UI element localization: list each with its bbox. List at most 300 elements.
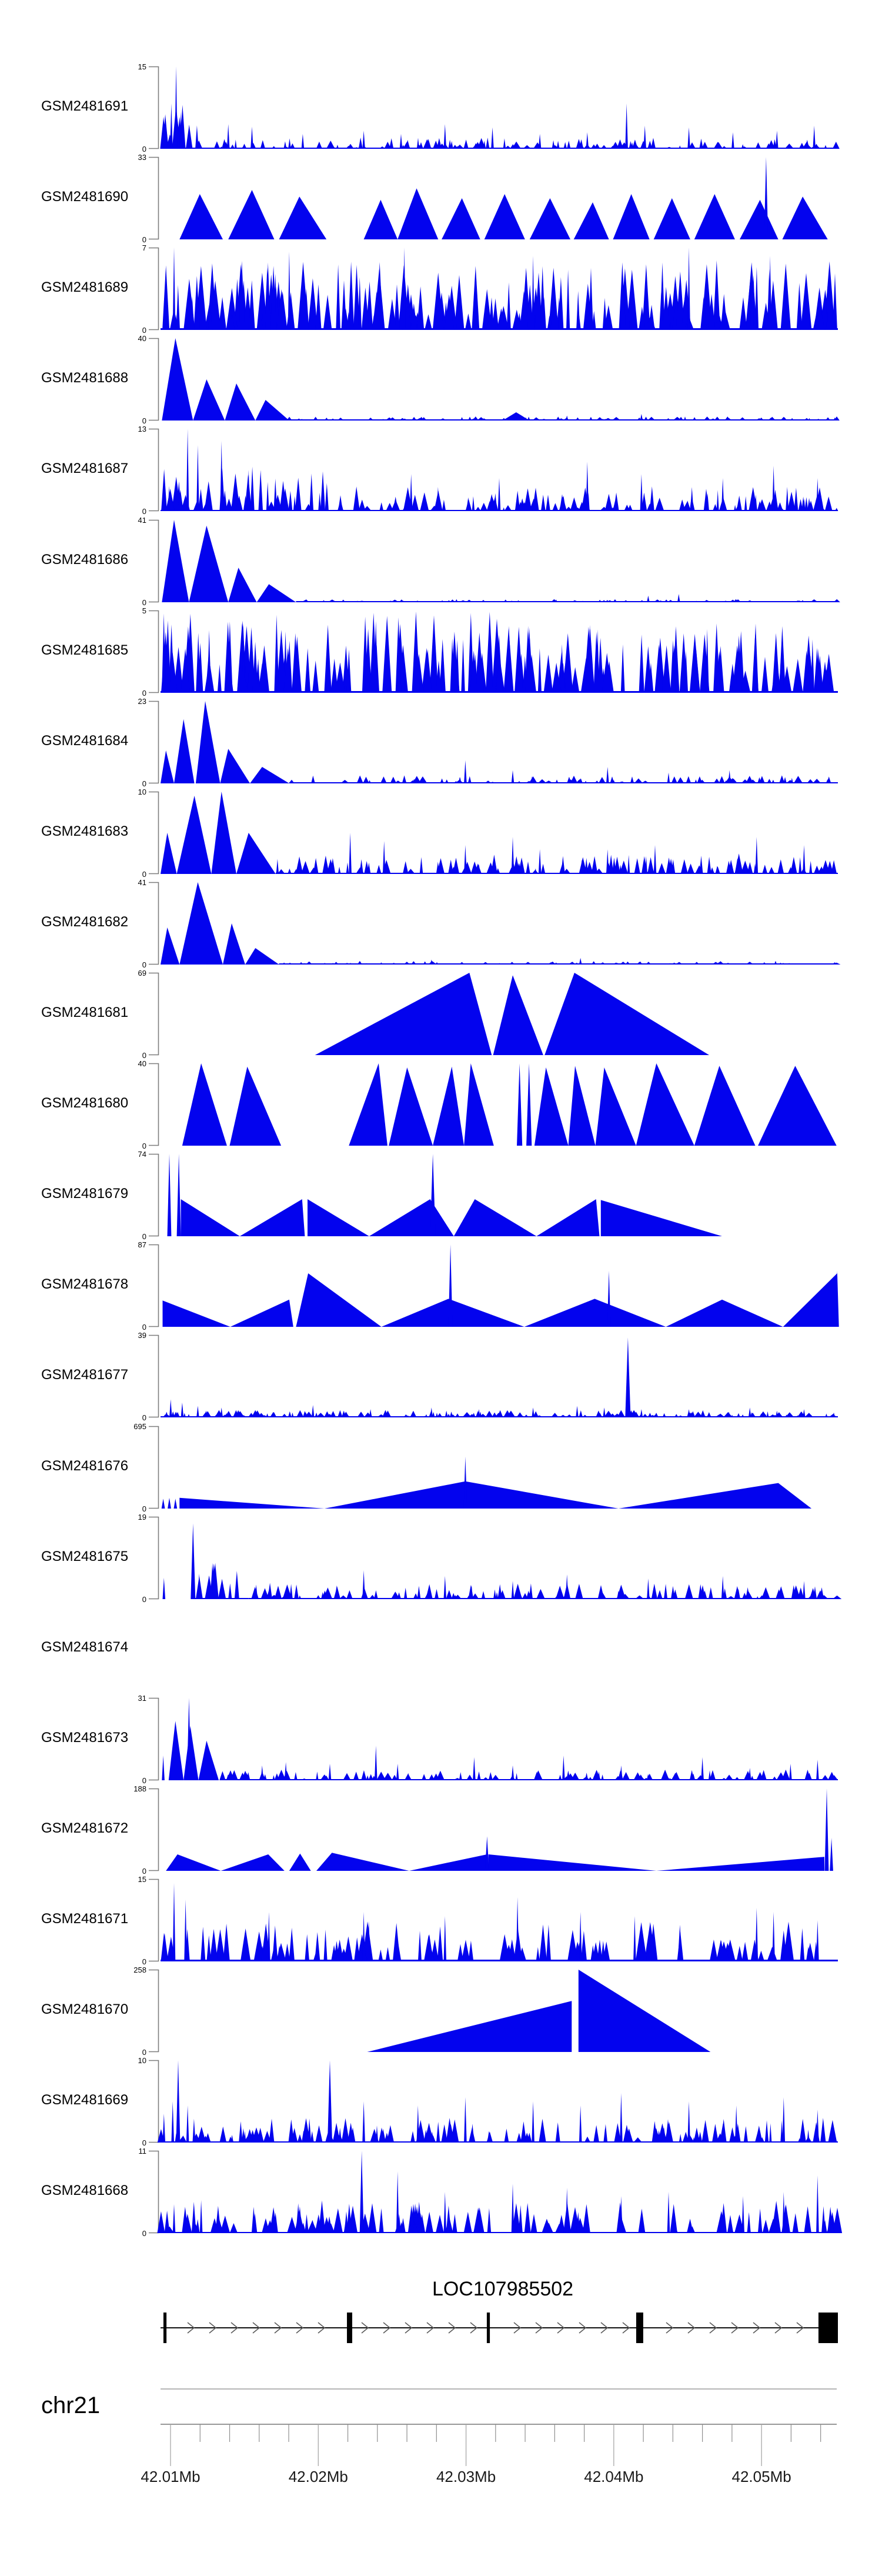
coverage-area bbox=[316, 1771, 318, 1780]
coverage-area bbox=[289, 1853, 311, 1870]
coverage-area bbox=[367, 2001, 572, 2052]
coverage-area bbox=[179, 882, 223, 965]
track-ymax-value: 188 bbox=[133, 1784, 146, 1793]
coverage-area bbox=[663, 1413, 666, 1417]
coverage-area bbox=[620, 962, 627, 965]
coverage-area bbox=[566, 1414, 573, 1417]
coverage-area bbox=[171, 2101, 174, 2143]
coverage-area bbox=[453, 857, 459, 874]
track-zero-value: 0 bbox=[142, 145, 146, 152]
coverage-area bbox=[325, 1481, 619, 1508]
track-plot bbox=[0, 335, 882, 424]
coverage-area bbox=[762, 865, 767, 874]
track-label: GSM2481684 bbox=[41, 732, 129, 749]
track-label: GSM2481685 bbox=[41, 642, 129, 658]
coverage-area bbox=[536, 1589, 545, 1599]
gene-name-label: LOC107985502 bbox=[432, 2278, 574, 2300]
coverage-area bbox=[390, 599, 399, 602]
coverage-area bbox=[794, 776, 803, 783]
coverage-area bbox=[579, 2105, 582, 2143]
coverage-area bbox=[740, 200, 779, 239]
coverage-area bbox=[472, 266, 479, 330]
coverage-area bbox=[177, 796, 212, 874]
track-zero-value: 0 bbox=[142, 1051, 146, 1059]
coverage-area bbox=[183, 1413, 186, 1418]
coverage-area bbox=[163, 1577, 166, 1599]
coverage-area bbox=[312, 1405, 315, 1417]
coverage-area bbox=[534, 1770, 543, 1780]
coverage-area bbox=[582, 1415, 587, 1417]
coverage-area bbox=[411, 961, 416, 965]
coverage-area bbox=[442, 198, 480, 239]
coverage-area bbox=[721, 478, 724, 511]
coverage-area bbox=[274, 615, 279, 693]
coverage-area bbox=[694, 1066, 756, 1146]
track-plot bbox=[0, 1332, 882, 1421]
coverage-area bbox=[701, 2120, 709, 2143]
coverage-area bbox=[734, 1777, 740, 1780]
coverage-area bbox=[173, 248, 176, 330]
coverage-area bbox=[772, 466, 775, 511]
coverage-area bbox=[410, 474, 413, 511]
coverage-area bbox=[459, 1772, 462, 1780]
coverage-area bbox=[316, 1595, 320, 1599]
coverage-area bbox=[456, 145, 464, 149]
coverage-area bbox=[747, 862, 753, 874]
track-ymax-value: 31 bbox=[138, 1694, 146, 1703]
coverage-area bbox=[328, 2060, 332, 2143]
coverage-area bbox=[530, 2214, 537, 2233]
coverage-area bbox=[627, 855, 630, 873]
coverage-area bbox=[825, 497, 833, 512]
coverage-area bbox=[625, 104, 628, 149]
coverage-area bbox=[404, 962, 410, 965]
coverage-area bbox=[161, 1933, 169, 1961]
coverage-area bbox=[418, 776, 427, 783]
coverage-area bbox=[546, 1925, 551, 1961]
coverage-area bbox=[613, 194, 650, 239]
track-ymax-value: 11 bbox=[138, 2147, 146, 2156]
coverage-area bbox=[393, 1923, 400, 1961]
coverage-area bbox=[666, 1300, 783, 1327]
track-plot bbox=[0, 1966, 882, 2056]
coverage-area bbox=[298, 2134, 303, 2143]
coverage-area bbox=[272, 146, 276, 149]
axis-tick-label: 42.03Mb bbox=[436, 2468, 496, 2485]
coverage-area bbox=[405, 1774, 412, 1780]
coverage-area bbox=[603, 1408, 606, 1418]
coverage-area bbox=[622, 1772, 630, 1780]
coverage-area bbox=[311, 775, 315, 783]
coverage-area bbox=[257, 584, 296, 602]
coverage-area bbox=[266, 482, 269, 512]
track-label: GSM2481672 bbox=[41, 1820, 129, 1836]
coverage-area bbox=[464, 2212, 472, 2233]
coverage-area bbox=[446, 1590, 452, 1599]
track-plot bbox=[0, 2057, 882, 2146]
coverage-area bbox=[235, 140, 237, 149]
coverage-area bbox=[363, 776, 369, 783]
coverage-area bbox=[567, 141, 570, 149]
coverage-area bbox=[383, 841, 386, 874]
coverage-area bbox=[346, 1590, 353, 1599]
coverage-area bbox=[466, 1774, 473, 1780]
track-plot bbox=[0, 1513, 882, 1603]
coverage-area bbox=[831, 860, 837, 874]
coverage-area bbox=[192, 2202, 196, 2233]
coverage-area bbox=[517, 1063, 522, 1146]
coverage-area bbox=[166, 1854, 220, 1871]
coverage-area bbox=[634, 858, 640, 874]
coverage-area bbox=[455, 1414, 460, 1418]
track-label: GSM2481679 bbox=[41, 1186, 129, 1202]
coverage-area bbox=[357, 1412, 365, 1418]
coverage-area bbox=[169, 1721, 183, 1780]
track-ymax-value: 695 bbox=[133, 1422, 146, 1431]
coverage-area bbox=[807, 779, 814, 783]
coverage-area bbox=[288, 1412, 292, 1417]
track-plot bbox=[0, 1060, 882, 1149]
coverage-area bbox=[436, 2122, 440, 2143]
track-label: GSM2481670 bbox=[41, 2001, 129, 2018]
coverage-area bbox=[181, 1403, 184, 1417]
track-plot bbox=[0, 1423, 882, 1512]
track-ymax-value: 10 bbox=[138, 2057, 146, 2066]
coverage-area bbox=[228, 1583, 232, 1599]
coverage-area bbox=[758, 2208, 763, 2233]
coverage-area bbox=[386, 1947, 390, 1961]
track-plot bbox=[0, 1876, 882, 1965]
coverage-area bbox=[584, 2137, 591, 2143]
coverage-area bbox=[557, 141, 560, 149]
genome-axis-svg bbox=[0, 2417, 882, 2500]
coverage-area bbox=[647, 1579, 650, 1599]
coverage-area bbox=[468, 417, 472, 421]
coverage-area bbox=[475, 507, 481, 511]
track-plot bbox=[0, 1694, 882, 1784]
coverage-area bbox=[162, 1756, 165, 1780]
coverage-area bbox=[539, 134, 542, 149]
coverage-area bbox=[725, 1774, 733, 1780]
coverage-area bbox=[830, 1838, 833, 1871]
track-ymax-value: 33 bbox=[138, 154, 146, 162]
track-ymax-value: 41 bbox=[138, 516, 146, 525]
coverage-area bbox=[524, 962, 532, 965]
coverage-area bbox=[661, 1770, 670, 1780]
coverage-area bbox=[219, 1771, 226, 1780]
track-axis-bracket bbox=[149, 67, 159, 149]
coverage-area bbox=[512, 770, 514, 783]
coverage-area bbox=[368, 418, 374, 421]
coverage-area bbox=[492, 1775, 500, 1780]
coverage-area bbox=[707, 1412, 711, 1417]
coverage-area bbox=[536, 1947, 540, 1961]
coverage-area bbox=[614, 493, 619, 511]
coverage-area bbox=[504, 599, 507, 602]
track-axis-bracket bbox=[149, 1517, 159, 1599]
track-zero-value: 0 bbox=[142, 326, 146, 334]
coverage-area bbox=[161, 469, 167, 511]
track-plot bbox=[0, 1150, 882, 1240]
coverage-area bbox=[504, 2129, 509, 2143]
coverage-area bbox=[211, 792, 236, 874]
coverage-area bbox=[369, 1409, 372, 1417]
coverage-area bbox=[196, 1406, 199, 1418]
coverage-area bbox=[758, 1066, 837, 1146]
coverage-area bbox=[741, 1414, 744, 1417]
coverage-area bbox=[786, 780, 794, 783]
coverage-area bbox=[826, 418, 831, 421]
track-axis-bracket bbox=[149, 1336, 159, 1417]
track-plot bbox=[0, 1241, 882, 1330]
coverage-area bbox=[186, 125, 193, 149]
coverage-area bbox=[694, 962, 699, 965]
coverage-area bbox=[218, 664, 222, 692]
track-zero-value: 0 bbox=[142, 869, 146, 877]
coverage-area bbox=[771, 2201, 781, 2234]
track-plot bbox=[0, 969, 882, 1059]
coverage-area bbox=[293, 496, 296, 512]
track-axis-bracket bbox=[149, 158, 159, 239]
coverage-area bbox=[420, 857, 423, 874]
coverage-area bbox=[512, 1581, 514, 1599]
coverage-area bbox=[607, 1271, 611, 1327]
coverage-area bbox=[807, 2130, 810, 2143]
coverage-area bbox=[679, 145, 681, 149]
coverage-area bbox=[523, 145, 531, 149]
track-ymax-value: 40 bbox=[138, 1060, 146, 1069]
coverage-area bbox=[269, 2119, 275, 2143]
coverage-area bbox=[346, 862, 349, 874]
coverage-area bbox=[382, 616, 392, 693]
track-ymax-value: 41 bbox=[138, 878, 146, 887]
coverage-area bbox=[793, 2213, 799, 2233]
coverage-area bbox=[609, 855, 614, 874]
coverage-area bbox=[310, 2131, 314, 2143]
track-axis-bracket bbox=[149, 792, 159, 873]
coverage-area bbox=[417, 1586, 421, 1599]
track-zero-value: 0 bbox=[142, 416, 146, 425]
track-label: GSM2481686 bbox=[41, 551, 129, 568]
track-axis-bracket bbox=[149, 973, 159, 1055]
coverage-area bbox=[446, 2118, 453, 2143]
coverage-area bbox=[516, 1773, 518, 1780]
coverage-area bbox=[461, 639, 465, 693]
coverage-area bbox=[174, 719, 195, 783]
coverage-area bbox=[343, 1773, 350, 1780]
coverage-area bbox=[485, 194, 525, 239]
coverage-area bbox=[825, 1414, 827, 1418]
coverage-area bbox=[758, 1951, 764, 1961]
coverage-area bbox=[482, 962, 489, 965]
coverage-area bbox=[524, 1299, 666, 1327]
track-ymax-value: 5 bbox=[142, 606, 146, 615]
coverage-area bbox=[599, 777, 606, 783]
coverage-area bbox=[834, 599, 840, 602]
coverage-area bbox=[337, 418, 344, 421]
coverage-area bbox=[783, 777, 787, 783]
coverage-area bbox=[338, 866, 341, 873]
coverage-area bbox=[230, 1300, 293, 1327]
coverage-area bbox=[323, 295, 332, 330]
coverage-area bbox=[625, 1338, 630, 1418]
coverage-area bbox=[729, 2127, 736, 2143]
axis-tick-label: 42.01Mb bbox=[141, 2468, 201, 2485]
coverage-area bbox=[436, 2215, 444, 2233]
coverage-area bbox=[833, 142, 840, 149]
coverage-area bbox=[776, 131, 779, 149]
track-ymax-value: 40 bbox=[138, 335, 146, 343]
coverage-area bbox=[555, 779, 558, 783]
coverage-area bbox=[193, 379, 225, 421]
coverage-area bbox=[512, 837, 514, 874]
coverage-area bbox=[206, 1936, 211, 1961]
coverage-area bbox=[417, 286, 424, 330]
coverage-area bbox=[828, 2120, 837, 2143]
coverage-area bbox=[291, 1413, 293, 1417]
coverage-area bbox=[491, 855, 497, 874]
track-zero-value: 0 bbox=[142, 1232, 146, 1240]
coverage-area bbox=[308, 1199, 369, 1236]
coverage-area bbox=[169, 1400, 172, 1418]
coverage-area bbox=[272, 1775, 275, 1780]
coverage-area bbox=[315, 973, 492, 1055]
coverage-area bbox=[306, 962, 312, 965]
coverage-area bbox=[382, 1299, 524, 1327]
coverage-area bbox=[715, 866, 720, 874]
coverage-area bbox=[556, 417, 560, 421]
coverage-area bbox=[714, 142, 723, 149]
coverage-area bbox=[772, 1776, 777, 1780]
coverage-area bbox=[260, 140, 266, 149]
track-ymax-value: 74 bbox=[138, 1150, 146, 1159]
track-zero-value: 0 bbox=[142, 688, 146, 696]
coverage-area bbox=[359, 138, 363, 149]
coverage-area bbox=[323, 1930, 327, 1961]
coverage-area bbox=[654, 198, 690, 239]
gene-exon bbox=[347, 2313, 352, 2343]
coverage-area bbox=[742, 1942, 749, 1961]
coverage-area bbox=[747, 2213, 751, 2234]
track-label: GSM2481681 bbox=[41, 1005, 129, 1020]
coverage-area bbox=[524, 2203, 531, 2233]
coverage-area bbox=[638, 2209, 645, 2234]
coverage-area bbox=[227, 124, 230, 149]
track-label: GSM2481690 bbox=[41, 189, 129, 205]
coverage-area bbox=[473, 1757, 476, 1780]
coverage-area bbox=[685, 1584, 693, 1599]
coverage-area bbox=[686, 776, 691, 783]
coverage-area bbox=[710, 1940, 718, 1961]
coverage-area bbox=[658, 863, 666, 874]
coverage-area bbox=[168, 1497, 171, 1508]
track-axis-bracket bbox=[149, 1064, 159, 1146]
coverage-area bbox=[741, 144, 744, 149]
coverage-area bbox=[482, 1591, 486, 1599]
coverage-area bbox=[179, 1497, 325, 1508]
coverage-area bbox=[699, 856, 703, 874]
gene-exon bbox=[487, 2313, 490, 2343]
coverage-area bbox=[325, 483, 329, 512]
coverage-area bbox=[491, 128, 494, 149]
coverage-area bbox=[566, 416, 569, 421]
coverage-area bbox=[435, 1589, 439, 1599]
coverage-area bbox=[296, 1273, 381, 1327]
coverage-area bbox=[532, 2101, 534, 2143]
coverage-area bbox=[240, 1199, 305, 1236]
coverage-area bbox=[709, 1587, 713, 1599]
coverage-area bbox=[199, 1741, 219, 1780]
coverage-area bbox=[285, 1944, 290, 1962]
coverage-area bbox=[316, 1853, 409, 1871]
coverage-area bbox=[721, 2119, 727, 2143]
coverage-area bbox=[694, 779, 697, 783]
coverage-area bbox=[586, 462, 589, 511]
coverage-area bbox=[460, 417, 463, 421]
coverage-area bbox=[173, 2204, 176, 2233]
coverage-area bbox=[657, 1590, 663, 1599]
coverage-area bbox=[503, 412, 530, 421]
coverage-area bbox=[412, 417, 417, 421]
coverage-area bbox=[606, 849, 609, 874]
coverage-area bbox=[759, 1412, 768, 1417]
coverage-area bbox=[162, 520, 189, 602]
coverage-area bbox=[783, 1273, 837, 1327]
coverage-area bbox=[559, 1774, 562, 1780]
coverage-area bbox=[288, 252, 291, 330]
coverage-area bbox=[667, 772, 670, 783]
coverage-area bbox=[362, 1912, 365, 1961]
coverage-area bbox=[230, 1067, 282, 1146]
coverage-area bbox=[400, 134, 403, 149]
coverage-area bbox=[281, 1414, 288, 1417]
coverage-area bbox=[734, 853, 743, 874]
track-zero-value: 0 bbox=[142, 598, 146, 606]
coverage-area bbox=[814, 865, 820, 873]
track-zero-value: 0 bbox=[142, 1866, 146, 1874]
track-zero-value: 0 bbox=[142, 1323, 146, 1331]
coverage-area bbox=[315, 2125, 322, 2143]
track-plot bbox=[0, 63, 882, 152]
coverage-area bbox=[288, 869, 292, 874]
coverage-area bbox=[707, 857, 711, 874]
coverage-area bbox=[210, 1929, 218, 1961]
track-label: GSM2481677 bbox=[41, 1367, 129, 1383]
coverage-area bbox=[621, 644, 625, 692]
coverage-area bbox=[376, 865, 382, 873]
coverage-area bbox=[338, 1410, 343, 1417]
coverage-area bbox=[516, 1897, 519, 1961]
coverage-area bbox=[174, 1499, 178, 1509]
coverage-area bbox=[783, 196, 828, 239]
coverage-area bbox=[687, 2101, 690, 2143]
coverage-area bbox=[636, 1063, 694, 1146]
coverage-area bbox=[219, 2127, 226, 2143]
track-ymax-value: 7 bbox=[142, 244, 146, 253]
coverage-area bbox=[636, 962, 643, 965]
coverage-area bbox=[721, 294, 727, 330]
coverage-area bbox=[305, 2214, 309, 2233]
coverage-area bbox=[793, 659, 803, 693]
coverage-area bbox=[472, 496, 475, 511]
coverage-area bbox=[245, 948, 279, 965]
coverage-area bbox=[576, 291, 580, 330]
coverage-area bbox=[298, 1595, 301, 1599]
coverage-area bbox=[724, 416, 730, 421]
coverage-area bbox=[593, 2125, 599, 2143]
coverage-area bbox=[464, 845, 467, 874]
track-axis-bracket bbox=[149, 1698, 159, 1780]
